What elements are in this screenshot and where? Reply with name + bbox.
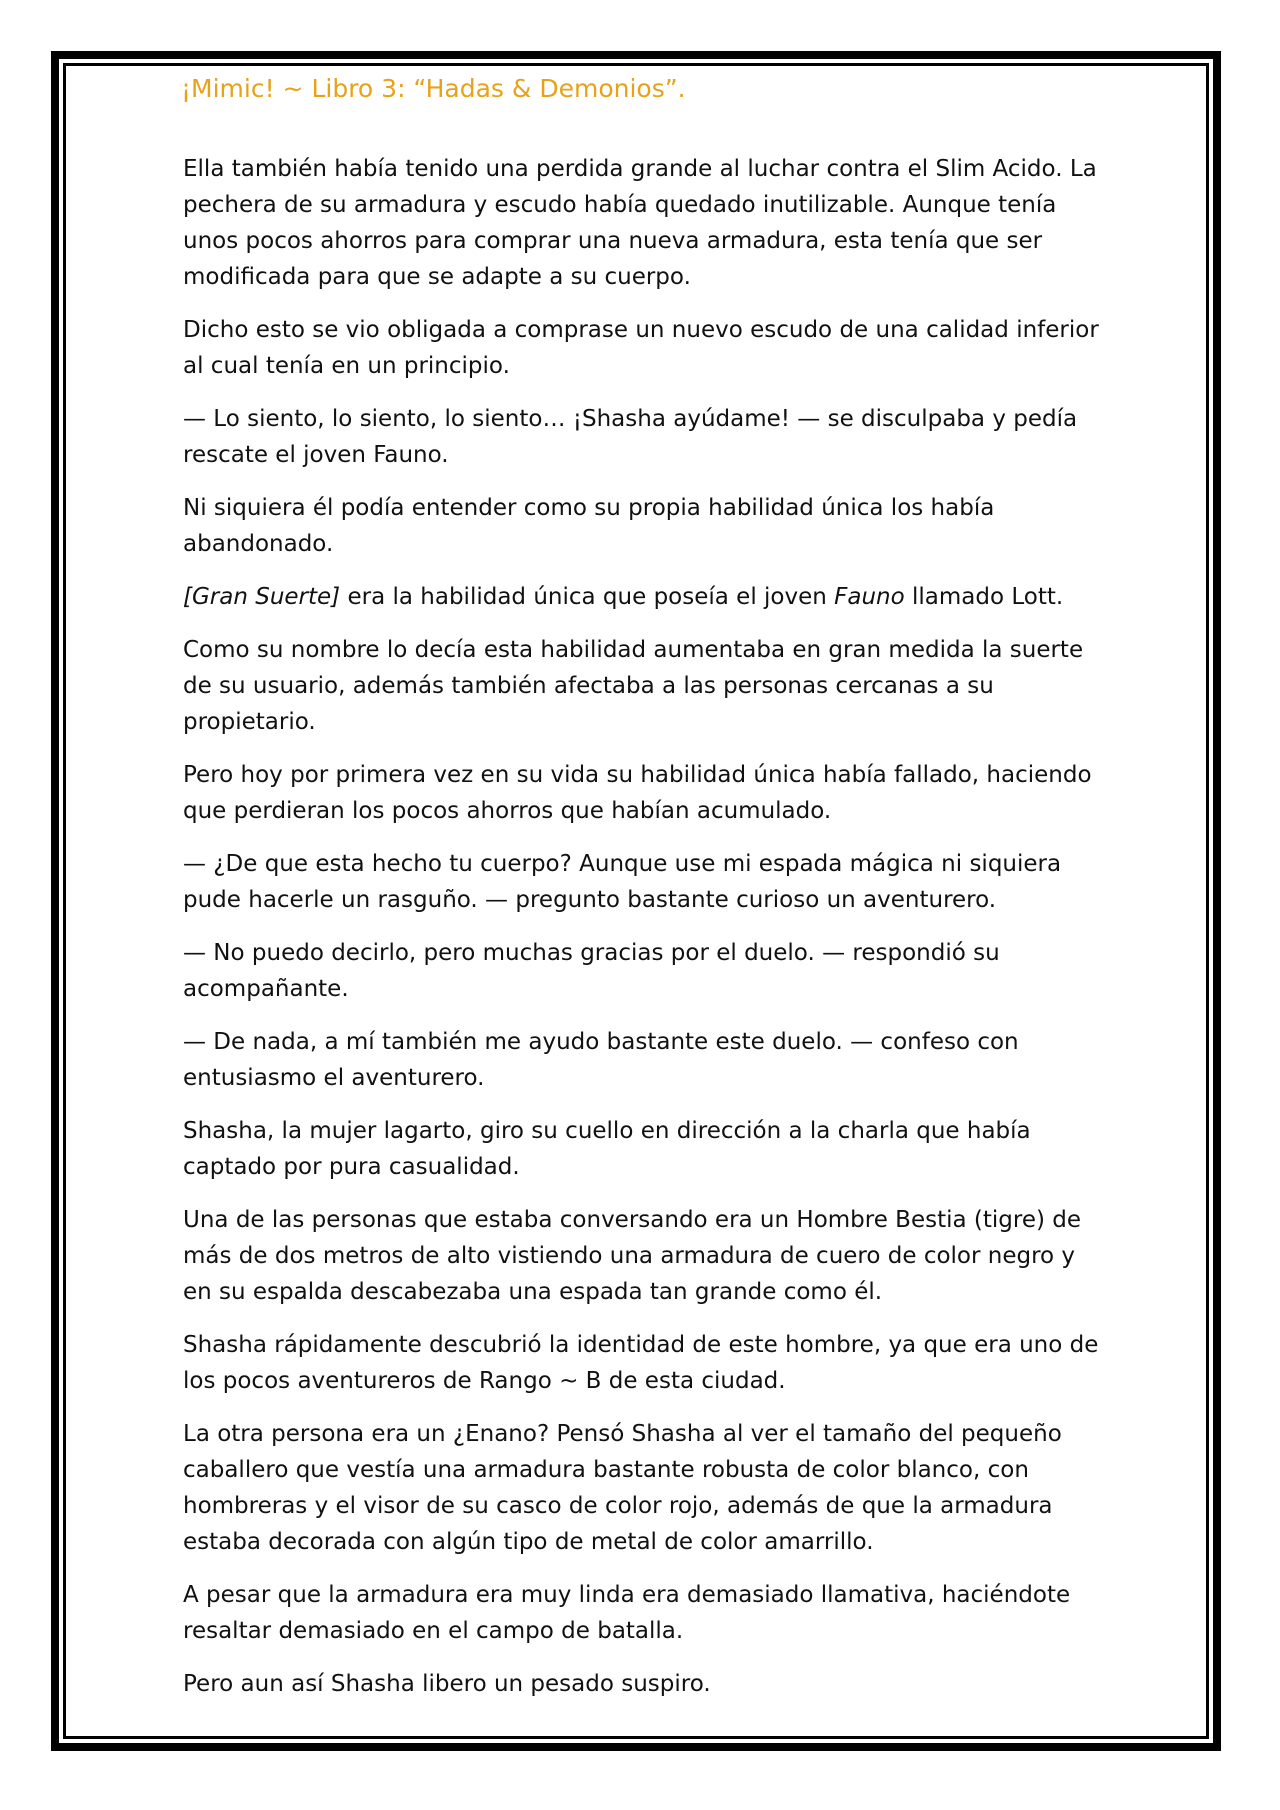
paragraph: Ella también había tenido una perdida grande al luchar contra el Slim Acido. La pechera de su armadura y escudo había quedado inutilizable. Aunque tenía unos pocos ahorros para comprar una nueva armadura, esta tenía que ser modificada para que se adapte a su cuerpo. xyxy=(183,156,1097,290)
paragraph: — Lo siento, lo siento, lo siento… ¡Shasha ayúdame! — se disculpaba y pedía rescate el joven Fauno. xyxy=(183,406,1078,468)
paragraph: Pero hoy por primera vez en su vida su habilidad única había fallado, haciendo que perdieran los pocos ahorros que habían acumulado. xyxy=(183,762,1092,824)
italic-term: Fauno xyxy=(834,584,905,610)
paragraph: — De nada, a mí también me ayudo bastante este duelo. — confeso con entusiasmo el aventurero. xyxy=(183,1029,1019,1091)
paragraph xyxy=(183,579,1108,615)
paragraph-text: llamado Lott. xyxy=(904,584,1064,610)
paragraph: Como su nombre lo decía esta habilidad aumentaba en gran medida la suerte de su usuario, además también afectaba a las personas cercanas a su propietario. xyxy=(183,637,1084,735)
paragraph: Pero aun así Shasha libero un pesado suspiro. xyxy=(183,1671,711,1697)
running-header: ¡Mimic! ~ Libro 3: “Hadas & Demonios”. xyxy=(181,74,686,103)
paragraph: Una de las personas que estaba conversando era un Hombre Bestia (tigre) de más de dos metros de alto vistiendo una armadura de cuero de color negro y en su espalda descabezaba una espada tan grande como él. xyxy=(183,1207,1082,1305)
paragraph: — ¿De que esta hecho tu cuerpo? Aunque use mi espada mágica ni siquiera pude hacerle un rasguño. — pregunto bastante curioso un aventurero. xyxy=(183,851,1062,913)
paragraph: Shasha rápidamente descubrió la identidad de este hombre, ya que era uno de los pocos aventureros de Rango ~ B de esta ciudad. xyxy=(183,1332,1099,1394)
italic-term: [Gran Suerte] xyxy=(183,584,341,610)
paragraph: La otra persona era un ¿Enano? Pensó Shasha al ver el tamaño del pequeño caballero que vestía una armadura bastante robusta de color blanco, con hombreras y el visor de su casco de color rojo, además de que la armadura estaba decorada con algún tipo de metal de color amarrillo. xyxy=(183,1421,1062,1555)
paragraph: Dicho esto se vio obligada a comprase un nuevo escudo de una calidad inferior al cual tenía en un principio. xyxy=(183,317,1099,379)
body-text xyxy=(183,151,1108,1719)
paragraph: A pesar que la armadura era muy linda era demasiado llamativa, haciéndote resaltar demasiado en el campo de batalla. xyxy=(183,1582,1071,1644)
paragraph: — No puedo decirlo, pero muchas gracias por el duelo. — respondió su acompañante. xyxy=(183,940,1000,1002)
paragraph: Shasha, la mujer lagarto, giro su cuello en dirección a la charla que había captado por pura casualidad. xyxy=(183,1118,1031,1180)
paragraph-text: era la habilidad única que poseía el joven xyxy=(340,584,835,610)
paragraph: Ni siquiera él podía entender como su propia habilidad única los había abandonado. xyxy=(183,495,995,557)
